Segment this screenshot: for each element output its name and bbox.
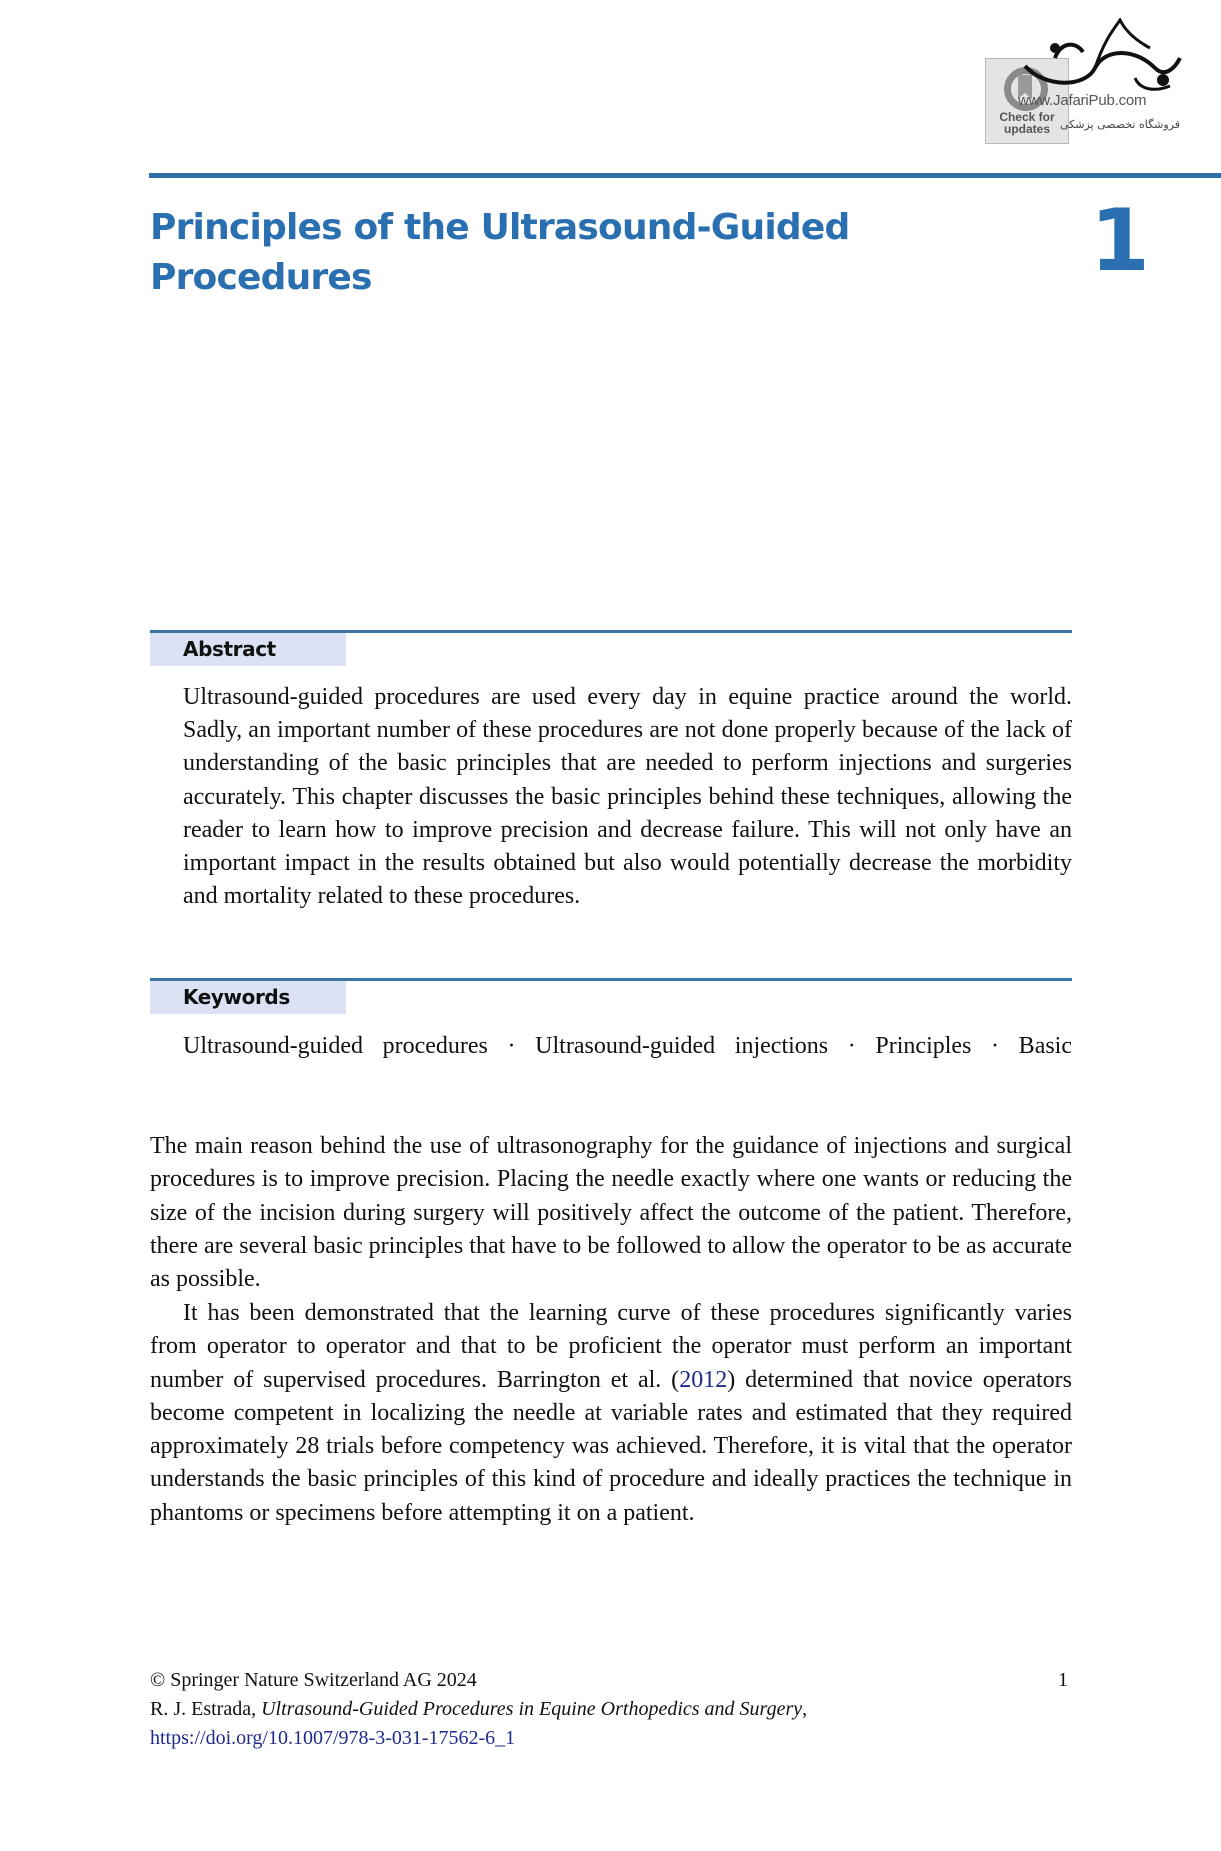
chapter-top-rule bbox=[149, 173, 1221, 178]
book-title: Ultrasound-Guided Procedures in Equine Orthopedics and Surgery bbox=[261, 1698, 803, 1720]
paragraph-text: ) determined that novice operators become competent in localizing the needle at variable rates and estimated that they required approximately 28 trials before competency was achieved. Therefore, it is vital that the operator understands the basic principles of this kind of procedure and ideally practices the technique in phantoms or specimens before attempting it on a patient. bbox=[150, 1366, 1073, 1526]
author: R. J. Estrada, bbox=[150, 1698, 262, 1720]
copyright: © Springer Nature Switzerland AG 2024 bbox=[150, 1669, 477, 1691]
chapter-number: 1 bbox=[1090, 191, 1150, 291]
abstract-heading: Abstract bbox=[150, 633, 346, 666]
footer bbox=[150, 1666, 1072, 1753]
badge-label: Check for updates bbox=[999, 110, 1055, 136]
paragraph-text: It has been demonstrated that the learning curve of these procedures significantly varies from operator to operator and that to be proficient the operator must perform an important number of supervised procedures. Barrington et al. ( bbox=[150, 1300, 1072, 1393]
citation-link[interactable]: 2012 bbox=[679, 1366, 728, 1393]
doi-link[interactable]: https://doi.org/10.1007/978-3-031-17562-6_1 bbox=[150, 1727, 516, 1749]
publisher-url: www.JafariPub.com bbox=[1018, 92, 1147, 109]
body-paragraph: The main reason behind the use of ultrasonography for the guidance of injections and surgical procedures is to improve precision. Placing the needle exactly where one wants or reducing the size of the incision during surgery will positively affect the outcome of the patient. Therefore, there are several basic principles that have to be followed to allow the operator to be as accurate as possible. bbox=[150, 1133, 1072, 1293]
body-paragraph bbox=[150, 1297, 1072, 1530]
chapter-title: Principles of the Ultrasound-Guided Procedures bbox=[150, 207, 850, 298]
abstract-text: Ultrasound-guided procedures are used every day in equine practice around the world. Sadly, an important number of these procedures are not done properly because of the lack of understanding of the basic principles that are needed to perform injections and surgeries accurately. This chapter discusses the basic principles behind these techniques, allowing the reader to learn how to improve precision and decrease failure. This will not only have an important impact in the results obtained but also would potentially decrease the morbidity and mortality related to these procedures. bbox=[183, 684, 1072, 910]
publisher-calligraphy-logo-icon bbox=[1015, 18, 1185, 96]
publisher-tagline: فروشگاه تخصصی پزشکی bbox=[1060, 118, 1181, 131]
citation-line bbox=[150, 1695, 1072, 1724]
keywords-heading: Keywords bbox=[150, 981, 346, 1014]
book-title-suffix: , bbox=[802, 1698, 808, 1720]
keywords-list: Ultrasound-guided procedures · Ultrasound-guided injections · Principles · Basic bbox=[183, 1033, 1072, 1059]
page-number: 1 bbox=[1058, 1669, 1068, 1691]
